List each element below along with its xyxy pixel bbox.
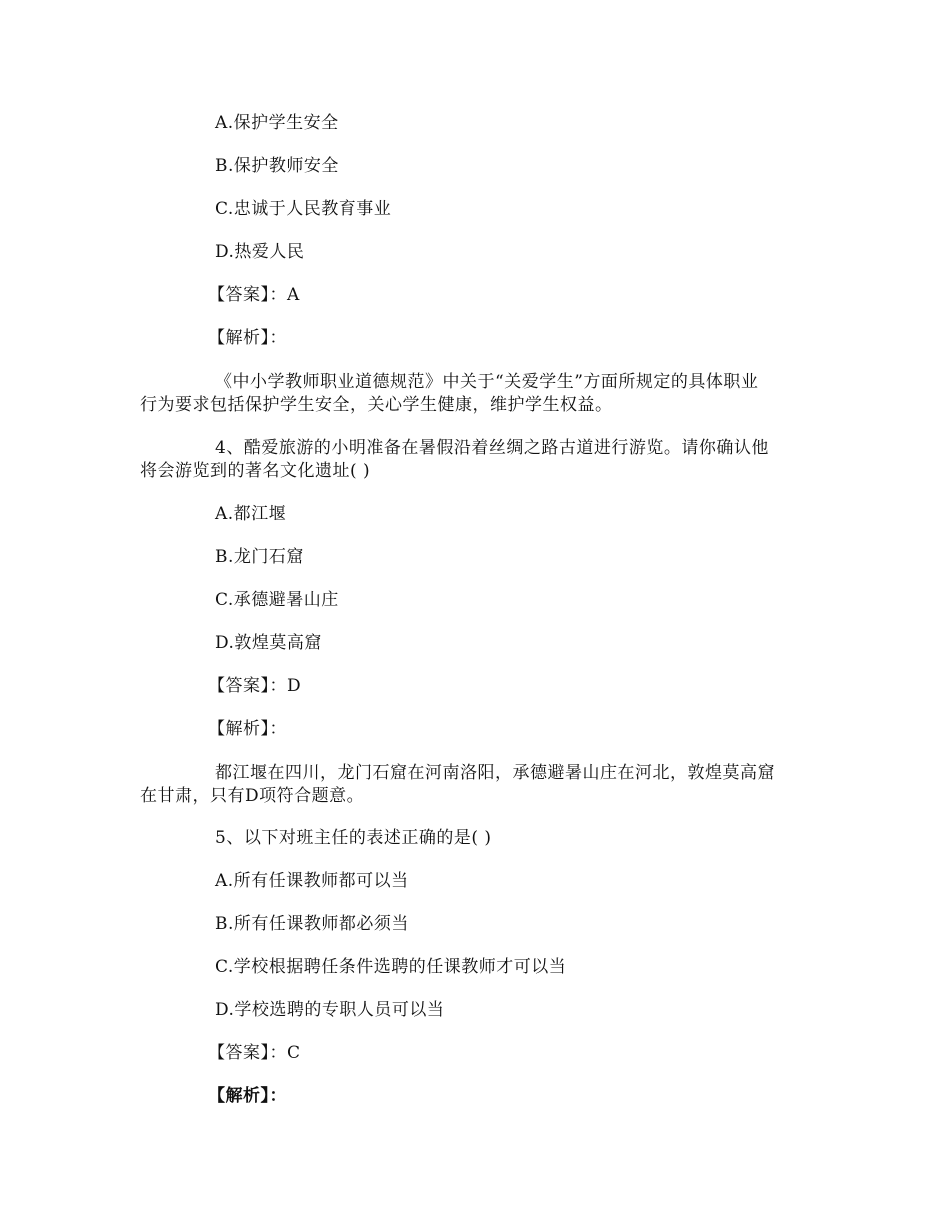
q3-analysis-line1: 《中小学教师职业道德规范》中关于“关爱学生”方面所规定的具体职业 bbox=[215, 372, 759, 392]
q3-analysis-label: 【解析】： bbox=[208, 328, 287, 348]
q4-analysis-line2: 在甘肃，只有D项符合题意。 bbox=[140, 786, 365, 806]
q3-analysis-line2: 行为要求包括保护学生安全，关心学生健康，维护学生权益。 bbox=[140, 395, 613, 415]
q3-option-c: C.忠诚于人民教育事业 bbox=[215, 199, 392, 219]
q5-analysis-label: 【解析】： bbox=[208, 1086, 287, 1106]
q5-answer-value: C bbox=[287, 1043, 301, 1063]
q4-analysis-label: 【解析】： bbox=[208, 719, 287, 739]
q4-option-a: A.都江堰 bbox=[215, 504, 287, 524]
q5-question-line1: 5、以下对班主任的表述正确的是( ) bbox=[215, 828, 492, 848]
q3-option-b: B.保护教师安全 bbox=[215, 156, 339, 176]
q3-answer-label: 【答案】： bbox=[208, 285, 287, 305]
q4-question-line2: 将会游览到的著名文化遗址( ) bbox=[140, 461, 371, 481]
q5-option-b: B.所有任课教师都必须当 bbox=[215, 914, 409, 934]
q5-answer-label: 【答案】： bbox=[208, 1043, 287, 1063]
q4-option-d: D.敦煌莫高窟 bbox=[215, 633, 322, 653]
q5-option-d: D.学校选聘的专职人员可以当 bbox=[215, 1000, 445, 1020]
q4-option-b: B.龙门石窟 bbox=[215, 547, 304, 567]
q3-option-d: D.热爱人民 bbox=[215, 242, 305, 262]
q3-option-a: A.保护学生安全 bbox=[215, 113, 339, 133]
q4-option-c: C.承德避暑山庄 bbox=[215, 590, 339, 610]
q4-question-line1: 4、酷爱旅游的小明准备在暑假沿着丝绸之路古道进行游览。请你确认他 bbox=[215, 438, 769, 458]
q4-answer-label: 【答案】： bbox=[208, 676, 287, 696]
q4-answer bbox=[208, 674, 301, 698]
q5-option-c: C.学校根据聘任条件选聘的任课教师才可以当 bbox=[215, 957, 567, 977]
q3-answer bbox=[208, 283, 300, 307]
q5-answer bbox=[208, 1041, 301, 1065]
q5-option-a: A.所有任课教师都可以当 bbox=[215, 871, 409, 891]
q4-answer-value: D bbox=[287, 676, 302, 696]
q4-analysis-line1: 都江堰在四川，龙门石窟在河南洛阳，承德避暑山庄在河北，敦煌莫高窟 bbox=[215, 763, 775, 783]
q3-answer-value: A bbox=[287, 285, 300, 305]
